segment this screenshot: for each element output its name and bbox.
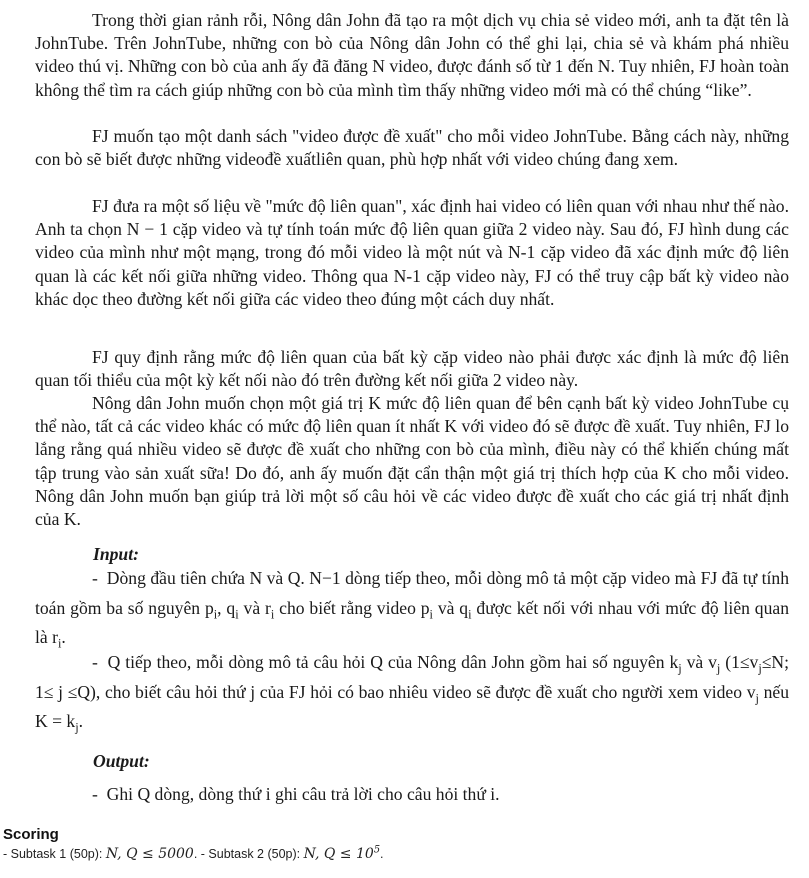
scoring-subtasks: - Subtask 1 (50p): N, Q ≤ 5000. - Subtask 2 (50p): N, $Q \le 10^5$. <box>3 844 384 862</box>
statement-paragraph-3: FJ đưa ra một số liệu về "mức độ liên quan", xác định hai video có liên quan với nhau như thế nào. Anh ta chọn N − 1 cặp video và tự tính toán mức độ liên quan giữa 2 video này. Sau đó, FJ hình dung các video của mình như một mạng, trong đó mỗi video là một nút và N-1 cặp video đã xác định mức độ liên quan là các kết nối giữa những video. Thông qua N-1 cặp video này, FJ có thể truy cập bất kỳ video nào khác dọc theo đường kết nối giữa các video theo đúng một cách duy nhất. <box>35 196 789 309</box>
input-bullet-1: - Dòng đầu tiên chứa N và Q. N−1 dòng tiếp theo, mỗi dòng mô tả một cặp video mà FJ đã tự tính toán gồm ba số nguyên $p_i$, $q_i$ và $r_i$ cho biết rằng video $p_i$ và $q_i$ được kết nối với nhau với mức độ liên quan là $r_i$. <box>35 568 789 651</box>
bullet-dash: - <box>92 568 98 588</box>
output-bullet-1: - Ghi Q dòng, dòng thứ i ghi câu trả lời cho câu hỏi thứ i. <box>92 784 500 804</box>
subtask-1-constraint: N, Q ≤ 5000 <box>105 846 194 862</box>
subtask-2-label: - Subtask 2 (50p): <box>197 847 304 861</box>
output-heading: Output: <box>93 751 150 771</box>
subtask-2-constraint: N, $Q \le 10^5$ <box>303 844 381 862</box>
input-bullet-2: - Q tiếp theo, mỗi dòng mô tả câu hỏi Q của Nông dân John gồm hai số nguyên $k_j$ và $v_j$ ($1\le v_j\le N$; 1≤ j ≤Q), cho biết câu hỏi thứ j của FJ hỏi có bao nhiêu video sẽ được đề xuất cho người xem video $v_j$ nếu $K = k_j$. <box>35 652 789 735</box>
statement-paragraph-4: FJ quy định rằng mức độ liên quan của bất kỳ cặp video nào phải được xác định là mức độ liên quan tối thiểu của một kỳ kết nối nào đó trên đường kết nối giữa 2 video này. <box>35 347 789 391</box>
statement-paragraph-5: Nông dân John muốn chọn một giá trị K mức độ liên quan để bên cạnh bất kỳ video JohnTube cụ thể nào, tất cả các video khác có mức độ liên quan ít nhất K với video đó sẽ được đề xuất. Tuy nhiên, FJ lo lắng rằng quá nhiều video sẽ được đề xuất cho những con bò của mình, điều này có thể khiến chúng mất tập trung vào sản xuất sữa! Do đó, anh ấy muốn đặt cẩn thận một giá trị thích hợp của K cho mỗi video. Nông dân John muốn bạn giúp trả lời một số câu hỏi về các video được đề xuất cho các giá trị nhất định của K. <box>35 393 789 530</box>
subtask-1-label: - Subtask 1 (50p): <box>3 847 106 861</box>
bullet-dash: - <box>92 652 98 672</box>
statement-paragraph-2: FJ muốn tạo một danh sách "video được đề xuất" cho mỗi video JohnTube. Bằng cách này, những con bò sẽ biết được những videođề xuấtliên quan, phù hợp nhất với video chúng đang xem. <box>35 126 789 170</box>
statement-paragraph-1: Trong thời gian rảnh rỗi, Nông dân John đã tạo ra một dịch vụ chia sẻ video mới, anh ta đặt tên là JohnTube. Trên JohnTube, những con bò của Nông dân John có thể ghi lại, chia sẻ và khám phá nhiều video thú vị. Những con bò của anh ấy đã đăng N video, được đánh số từ 1 đến N. Tuy nhiên, FJ hoàn toàn không thể tìm ra cách giúp những con bò của mình tìm thấy những video mới mà có thể chúng “like”. <box>35 10 789 100</box>
input-heading: Input: <box>93 544 139 564</box>
scoring-heading: Scoring <box>3 826 59 843</box>
bullet-dash: - <box>92 784 98 804</box>
